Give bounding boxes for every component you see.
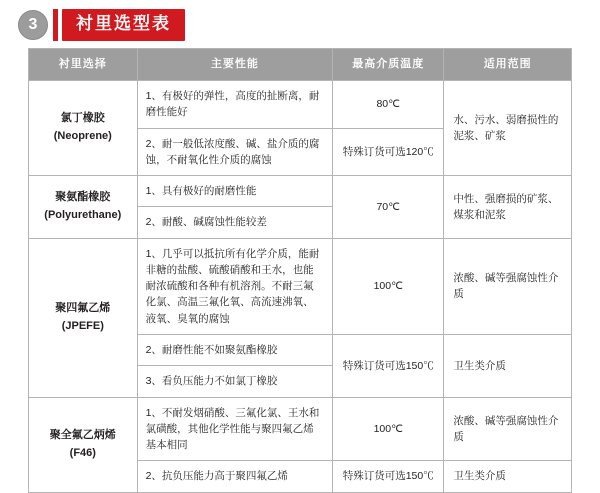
lining-selection-table-container xyxy=(0,40,600,493)
lining-name-cn: 聚氨酯橡胶 xyxy=(55,191,111,204)
performance-cell: 1、不耐发烟硝酸、三氟化氯、王水和氯磺酸，其他化学性能与聚四氟乙烯基本相同 xyxy=(137,397,332,461)
performance-cell: 2、耐一般低浓度酸、碱、盐介质的腐蚀，不耐氧化性介质的腐蚀 xyxy=(137,128,332,176)
column-header-performance: 主要性能 xyxy=(137,49,332,81)
lining-name-cn: 聚全氟乙炳烯 xyxy=(49,428,116,441)
performance-cell: 3、看负压能力不如氯丁橡胶 xyxy=(137,366,332,397)
table-row xyxy=(29,176,572,207)
lining-name-cn: 氯丁橡胶 xyxy=(60,112,105,125)
lining-name-f46 xyxy=(29,397,138,492)
performance-cell: 1、几乎可以抵抗所有化学介质，能耐非糖的盐酸、硫酸硝酸和王水，也能耐浓硫酸和各种有机溶剂。不耐三氟化氯、高温三氟化氧、高流速沸氧、液氧、臭氧的腐蚀 xyxy=(137,238,332,334)
lining-name-neoprene xyxy=(29,81,138,176)
column-header-max-temp: 最高介质温度 xyxy=(333,49,444,81)
table-row xyxy=(29,81,572,129)
lining-selection-table xyxy=(28,48,572,493)
performance-cell: 1、具有极好的耐磨性能 xyxy=(137,176,332,207)
performance-cell: 2、耐酸、碱腐蚀性能较差 xyxy=(137,207,332,238)
table-body xyxy=(29,81,572,493)
scope-cell: 浓酸、碱等强腐蚀性介质 xyxy=(444,397,572,461)
performance-cell: 2、抗负压能力高于聚四氟乙烯 xyxy=(137,461,332,492)
lining-name-ptfe xyxy=(29,238,138,397)
max-temp-cell: 特殊订货可选120℃ xyxy=(333,128,444,176)
scope-cell: 中性、强磨损的矿浆、煤浆和泥浆 xyxy=(444,176,572,239)
max-temp-cell: 特殊订货可选150℃ xyxy=(333,461,444,492)
performance-cell: 1、有极好的弹性，高度的扯断离，耐磨性能好 xyxy=(137,81,332,129)
step-badge: 3 xyxy=(18,10,48,40)
max-temp-cell: 80℃ xyxy=(333,81,444,129)
max-temp-cell: 特殊订货可选150℃ xyxy=(333,334,444,397)
max-temp-cell: 100℃ xyxy=(333,238,444,334)
max-temp-cell: 70℃ xyxy=(333,176,444,239)
section-header xyxy=(0,0,600,40)
lining-name-en: (F46) xyxy=(69,446,96,459)
page-title: 衬里选型表 xyxy=(62,9,185,41)
lining-name-en: (Polyurethane) xyxy=(44,208,122,221)
performance-cell: 2、耐磨性能不如聚氨酯橡胶 xyxy=(137,334,332,365)
column-header-lining: 衬里选择 xyxy=(29,49,138,81)
scope-cell: 水、污水、弱磨损性的泥浆、矿浆 xyxy=(444,81,572,176)
lining-name-cn: 聚四氟乙烯 xyxy=(55,301,111,314)
table-header xyxy=(29,49,572,81)
table-row xyxy=(29,397,572,461)
lining-name-en: (Neoprene) xyxy=(53,130,112,143)
lining-name-polyurethane xyxy=(29,176,138,239)
lining-name-en: (JPEFE) xyxy=(61,319,104,332)
table-row xyxy=(29,238,572,334)
scope-cell: 浓酸、碱等强腐蚀性介质 xyxy=(444,238,572,334)
column-header-scope: 适用范围 xyxy=(444,49,572,81)
scope-cell: 卫生类介质 xyxy=(444,334,572,397)
scope-cell: 卫生类介质 xyxy=(444,461,572,492)
max-temp-cell: 100℃ xyxy=(333,397,444,461)
table-header-row xyxy=(29,49,572,81)
